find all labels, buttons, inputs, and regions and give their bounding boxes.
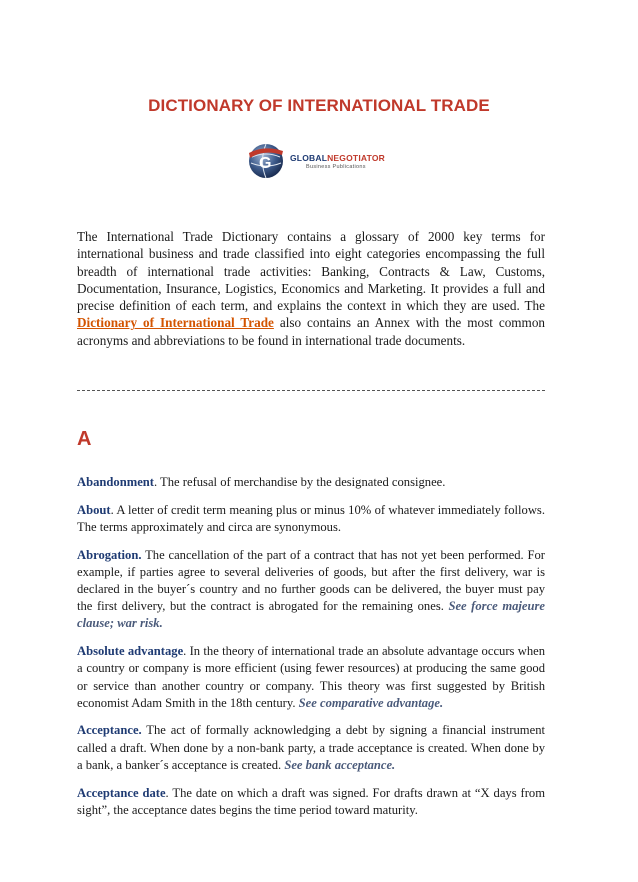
section-divider: [77, 390, 545, 391]
intro-paragraph: The International Trade Dictionary contains a glossary of 2000 key terms for international business and trade classified into eight categories encompassing the full breadth of international trade activities: Banking, Contracts & Law, Customs, Documentation, Insurance, Logistics, Economics and Marketing. It provides a full and precise definition of each term, and explains the context in which they are used. The Dictionary of International Trade also contains an Annex with the most common acronyms and abbreviations to be found in international trade documents.: [77, 229, 546, 348]
globe-logo-icon: [246, 141, 286, 181]
see-also-reference: See comparative advantage.: [298, 695, 444, 710]
entry-term: Abrogation.: [77, 547, 142, 562]
list-item: [77, 643, 545, 712]
list-item: [77, 547, 545, 633]
entry-definition: . The date on which a draft was signed. For drafts drawn at “X days from sight”, the acceptance dates begins the time period toward maturity.: [77, 785, 546, 817]
page-title: DICTIONARY OF INTERNATIONAL TRADE: [148, 96, 490, 115]
section-letter: A: [77, 428, 92, 450]
see-also-reference: See force majeure clause; war risk.: [77, 599, 545, 631]
list-item: [77, 502, 545, 536]
entry-definition: . The refusal of merchandise by the designated consignee.: [153, 475, 446, 489]
see-also-reference: See bank acceptance.: [284, 757, 396, 772]
svg-text:G: G: [259, 155, 272, 172]
publisher-logo: [246, 138, 406, 184]
entry-term: Absolute advantage: [77, 644, 184, 659]
entry-term: About: [77, 502, 111, 517]
list-item: [77, 785, 545, 819]
entry-definition: The cancellation of the part of a contract that has not yet been performed. For example, if parties agree to several deliveries of goods, but after the first delivery, war is declared in the buyer´s country and no further goods can be delivered, the buyer must pay the first delivery, but the contract is abrogated for the remaining ones.: [77, 547, 545, 614]
entries-list: [77, 474, 545, 829]
logo-subtitle: Business Publications: [306, 163, 366, 170]
entry-term: Abandonment: [77, 475, 154, 489]
dictionary-link[interactable]: Dictionary of International Trade: [77, 315, 274, 331]
entry-term: Acceptance.: [77, 723, 142, 738]
entry-definition: . In the theory of international trade an absolute advantage occurs when a country or company is more efficient (using fewer resources) at producing the same good or service than another country or company. This theory was first suggested by British economist Adam Smith in the 18th century.: [77, 644, 546, 710]
list-item: [77, 474, 545, 491]
entry-term: Acceptance date: [77, 785, 166, 800]
logo-name: GLOBALNEGOTIATOR: [290, 152, 385, 163]
entry-definition: The act of formally acknowledging a debt by signing a financial instrument called a draft. When done by a non-bank party, a trade acceptance is created. When done by a bank, a banker´s acceptance is created.: [77, 723, 545, 772]
entry-definition: . A letter of credit term meaning plus or minus 10% of whatever immediately follows. The terms approximately and circa are synonymous.: [77, 502, 545, 534]
list-item: [77, 722, 545, 774]
